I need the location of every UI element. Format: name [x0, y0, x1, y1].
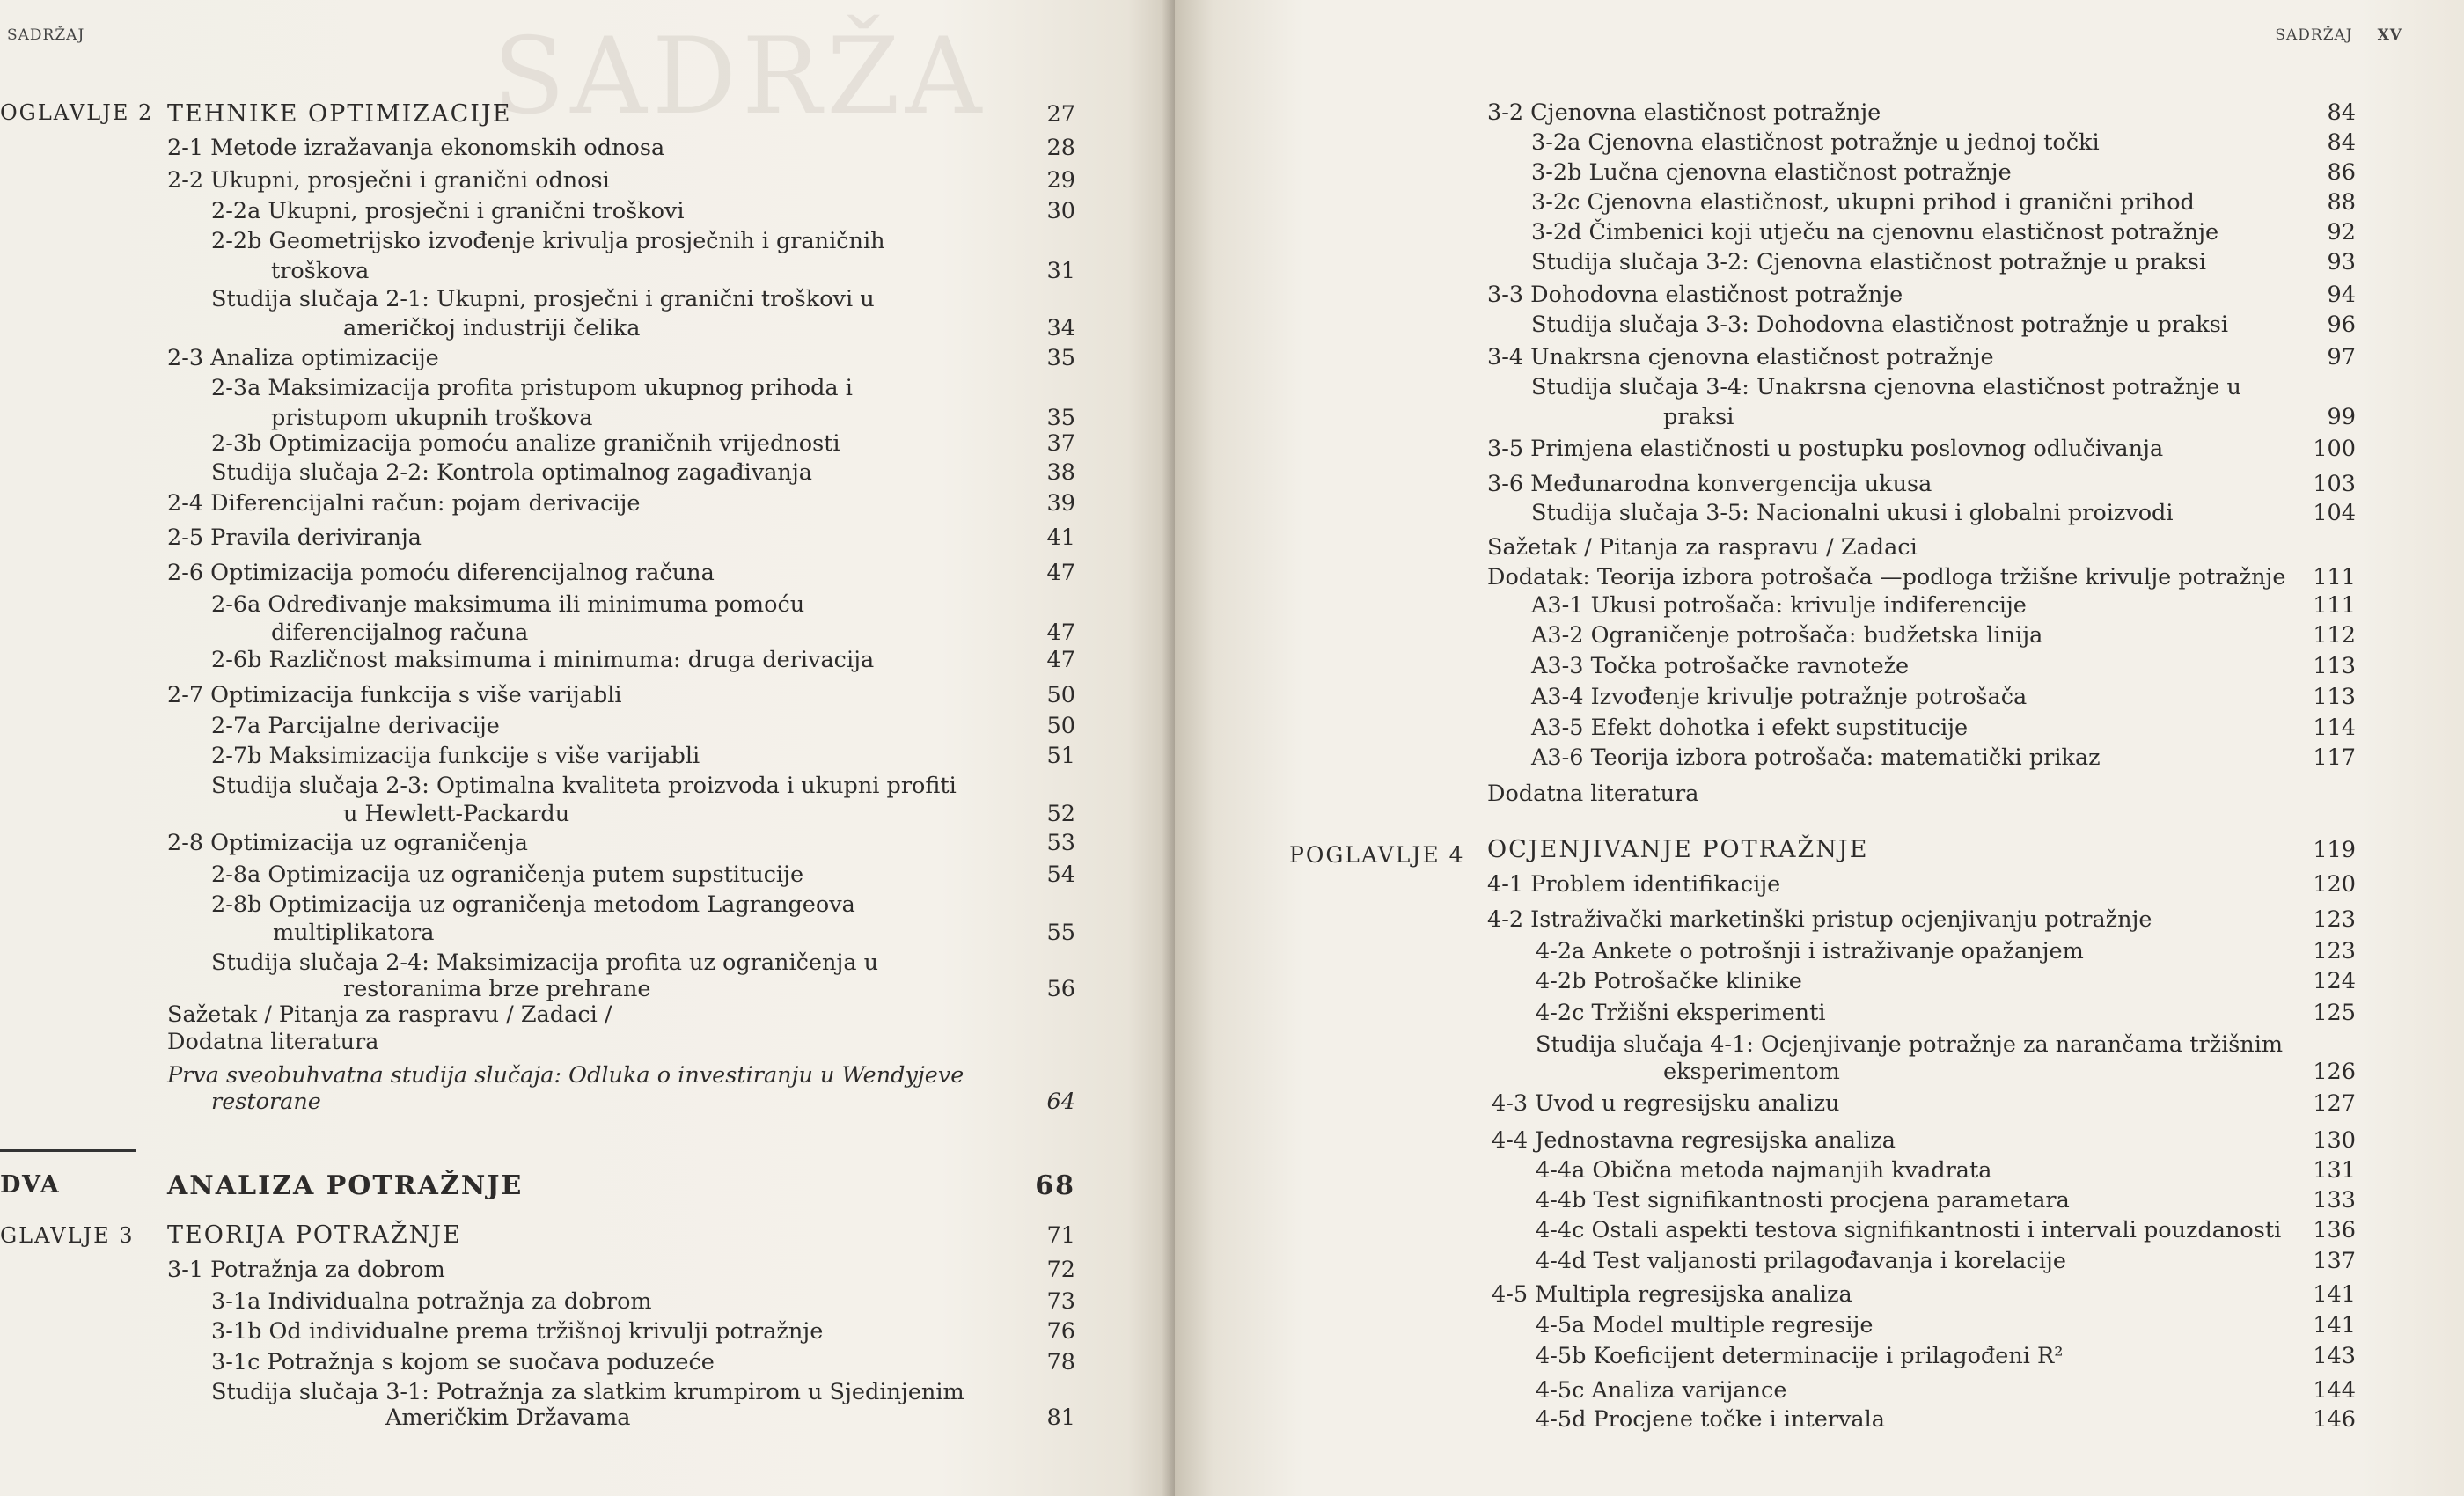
toc-entry-text: 3-5 Primjena elastičnosti u postupku poslovnog odlučivanja	[1487, 436, 2164, 462]
toc-entry-text: 4-4a Obična metoda najmanjih kvadrata	[1536, 1157, 1992, 1184]
toc-entry-page: 68	[1035, 1170, 1075, 1201]
left-page	[0, 0, 1175, 1496]
toc-entry-page: 130	[2313, 1127, 2356, 1154]
toc-entry-text: 2-6a Određivanje maksimuma ili minimuma pomoću	[211, 591, 805, 618]
toc-entry-text: 2-2b Geometrijsko izvođenje krivulja prosječnih i graničnih	[211, 228, 885, 254]
toc-entry-page: 71	[1046, 1222, 1075, 1249]
toc-entry-text: 2-3a Maksimizacija profita pristupom ukupnog prihoda i	[211, 375, 853, 401]
toc-entry-text: Studija slučaja 2-2: Kontrola optimalnog zagađivanja	[211, 459, 812, 486]
toc-entry-page: 117	[2313, 744, 2356, 771]
toc-entry-text: A3-1 Ukusi potrošača: krivulje indiferencije	[1531, 592, 2027, 619]
toc-entry-page: 93	[2327, 249, 2356, 275]
toc-entry-page: 111	[2313, 564, 2356, 590]
toc-entry-text: 3-2d Čimbenici koji utječu na cjenovnu elastičnost potražnje	[1531, 219, 2219, 246]
toc-entry-text: multiplikatora	[273, 920, 435, 946]
toc-entry-text: 4-5 Multipla regresijska analiza	[1492, 1281, 1852, 1308]
toc-entry-text: Studija slučaja 4-1: Ocjenjivanje potražnje za narančama tržišnim	[1536, 1031, 2284, 1058]
toc-entry-text: A3-6 Teorija izbora potrošača: matematički prikaz	[1531, 744, 2101, 771]
toc-entry-text: Studija slučaja 3-1: Potražnja za slatkim krumpirom u Sjedinjenim	[211, 1379, 964, 1405]
toc-entry-text: 3-4 Unakrsna cjenovna elastičnost potražnje	[1487, 344, 1994, 370]
toc-entry-page: 72	[1046, 1257, 1075, 1283]
toc-entry-text: restoranima brze prehrane	[343, 976, 651, 1002]
toc-entry-text: 4-4c Ostali aspekti testova signifikantnosti i intervali pouzdanosti	[1536, 1217, 2282, 1243]
toc-entry-page: 54	[1046, 862, 1075, 888]
toc-entry-text: 4-2b Potrošačke klinike	[1536, 968, 1802, 994]
toc-entry-page: 141	[2313, 1312, 2356, 1338]
right-page	[1175, 0, 2464, 1496]
chapter-3-label: GLAVLJE 3	[0, 1223, 135, 1248]
toc-entry-text: Studija slučaja 2-1: Ukupni, prosječni i granični troškovi u	[211, 286, 875, 312]
toc-entry-page: 35	[1046, 345, 1075, 371]
toc-entry-page: 78	[1046, 1349, 1075, 1375]
toc-entry-text: 2-5 Pravila deriviranja	[167, 524, 422, 551]
toc-entry-page: 137	[2313, 1248, 2356, 1274]
toc-entry-page: 114	[2313, 715, 2356, 741]
toc-entry-text: 3-1c Potražnja s kojom se suočava poduzeće	[211, 1349, 715, 1375]
toc-entry-text: 2-2 Ukupni, prosječni i granični odnosi	[167, 167, 610, 194]
toc-entry-text: TEORIJA POTRAŽNJE	[167, 1221, 462, 1249]
toc-entry-text: praksi	[1663, 404, 1734, 430]
toc-entry-text: 4-5d Procjene točke i intervala	[1536, 1406, 1885, 1433]
roman-page-number: XV	[2377, 26, 2402, 44]
toc-entry-text: 4-4b Test signifikantnosti procjena parametara	[1536, 1187, 2070, 1214]
toc-entry-text: ANALIZA POTRAŽNJE	[167, 1170, 524, 1201]
left-running-head: SADRŽAJ	[7, 26, 85, 44]
toc-entry-page: 38	[1046, 459, 1075, 486]
toc-entry-page: 84	[2327, 129, 2356, 156]
toc-entry-text: 3-1 Potražnja za dobrom	[167, 1257, 445, 1283]
toc-entry-text: američkoj industriji čelika	[343, 315, 641, 341]
toc-entry-page: 52	[1046, 801, 1075, 827]
toc-entry-text: 4-4 Jednostavna regresijska analiza	[1492, 1127, 1896, 1154]
toc-entry-text: 2-2a Ukupni, prosječni i granični troškovi	[211, 198, 685, 224]
toc-entry-text: 4-1 Problem identifikacije	[1487, 871, 1781, 898]
toc-entry-text: 2-8 Optimizacija uz ograničenja	[167, 830, 528, 856]
toc-entry-page: 136	[2313, 1217, 2356, 1243]
left-ghost-title: SADRŽA	[493, 16, 987, 138]
toc-entry-text: Studija slučaja 3-3: Dohodovna elastičnost potražnje u praksi	[1531, 312, 2228, 338]
toc-entry-text: 4-5a Model multiple regresije	[1536, 1312, 1874, 1338]
toc-entry-text: Sažetak / Pitanja za raspravu / Zadaci /	[167, 1001, 612, 1028]
toc-entry-page: 56	[1046, 976, 1075, 1002]
toc-entry-text: OCJENJIVANJE POTRAŽNJE	[1487, 836, 1869, 863]
toc-entry-text: 4-2c Tržišni eksperimenti	[1536, 1000, 1826, 1026]
toc-entry-page: 27	[1046, 101, 1075, 128]
toc-entry-page: 119	[2313, 837, 2356, 863]
part-rule	[0, 1149, 136, 1152]
toc-entry-page: 81	[1046, 1404, 1075, 1431]
toc-entry-page: 55	[1046, 920, 1075, 946]
toc-entry-page: 88	[2327, 189, 2356, 216]
chapter-4-label: POGLAVLJE 4	[1289, 842, 1465, 868]
toc-entry-text: 4-5c Analiza varijance	[1536, 1377, 1787, 1404]
toc-entry-page: 131	[2313, 1157, 2356, 1184]
chapter-2-label: OGLAVLJE 2	[0, 100, 154, 125]
toc-entry-text: 2-1 Metode izražavanja ekonomskih odnosa	[167, 135, 665, 161]
toc-entry-text: u Hewlett-Packardu	[343, 801, 570, 827]
toc-entry-page: 133	[2313, 1187, 2356, 1214]
right-running-head	[2275, 26, 2402, 44]
toc-entry-text: Dodatna literatura	[1487, 781, 1699, 807]
toc-entry-page: 51	[1046, 743, 1075, 769]
toc-entry-page: 112	[2313, 622, 2356, 649]
toc-entry-text: diferencijalnog računa	[271, 620, 529, 646]
toc-entry-text: 4-4d Test valjanosti prilagođavanja i korelacije	[1536, 1248, 2066, 1274]
toc-entry-page: 47	[1046, 560, 1075, 586]
toc-entry-page: 125	[2313, 1000, 2356, 1026]
toc-entry-page: 97	[2327, 344, 2356, 370]
toc-entry-text: 2-7a Parcijalne derivacije	[211, 713, 500, 739]
toc-entry-text: 3-1a Individualna potražnja za dobrom	[211, 1288, 652, 1315]
toc-entry-page: 123	[2313, 938, 2356, 964]
toc-entry-text: Američkim Državama	[385, 1404, 631, 1431]
toc-entry-page: 99	[2327, 404, 2356, 430]
toc-entry-page: 64	[1046, 1089, 1075, 1115]
toc-entry-text: 3-2 Cjenovna elastičnost potražnje	[1487, 99, 1881, 126]
toc-entry-page: 103	[2313, 471, 2356, 497]
toc-entry-page: 111	[2313, 592, 2356, 619]
toc-entry-text: 4-2 Istraživački marketinški pristup ocjenjivanju potražnje	[1487, 906, 2152, 933]
toc-entry-page: 28	[1046, 135, 1075, 161]
toc-entry-text: 3-2c Cjenovna elastičnost, ukupni prihod i granični prihod	[1531, 189, 2195, 216]
toc-entry-page: 94	[2327, 282, 2356, 308]
toc-entry-text: 2-4 Diferencijalni račun: pojam derivacije	[167, 490, 641, 517]
toc-entry-text: 2-7 Optimizacija funkcija s više varijabli	[167, 682, 622, 708]
toc-entry-text: Studija slučaja 3-4: Unakrsna cjenovna elastičnost potražnje u	[1531, 374, 2241, 400]
toc-entry-text: pristupom ukupnih troškova	[271, 405, 593, 431]
toc-entry-text: 3-2a Cjenovna elastičnost potražnje u jednoj točki	[1531, 129, 2100, 156]
toc-entry-text: Studija slučaja 2-4: Maksimizacija profita uz ograničenja u	[211, 950, 879, 976]
toc-entry-text: Sažetak / Pitanja za raspravu / Zadaci	[1487, 534, 1918, 561]
toc-entry-page: 146	[2313, 1406, 2356, 1433]
toc-entry-text: A3-3 Točka potrošačke ravnoteže	[1531, 653, 1910, 679]
toc-entry-page: 113	[2313, 684, 2356, 710]
toc-entry-page: 29	[1046, 167, 1075, 194]
toc-entry-text: 2-3b Optimizacija pomoću analize graničnih vrijednosti	[211, 430, 840, 457]
toc-entry-page: 120	[2313, 871, 2356, 898]
toc-entry-page: 50	[1046, 713, 1075, 739]
toc-entry-page: 100	[2313, 436, 2356, 462]
toc-entry-page: 124	[2313, 968, 2356, 994]
toc-entry-text: 4-2a Ankete o potrošnji i istraživanje opažanjem	[1536, 938, 2084, 964]
toc-entry-page: 113	[2313, 653, 2356, 679]
toc-entry-text: troškova	[271, 258, 370, 284]
toc-entry-page: 96	[2327, 312, 2356, 338]
toc-entry-text: Studija slučaja 3-5: Nacionalni ukusi i globalni proizvodi	[1531, 500, 2174, 526]
toc-entry-page: 35	[1046, 405, 1075, 431]
toc-entry-text: Dodatak: Teorija izbora potrošača —podloga tržišne krivulje potražnje	[1487, 564, 2286, 590]
toc-entry-page: 126	[2313, 1059, 2356, 1085]
toc-entry-text: 3-1b Od individualne prema tržišnoj krivulji potražnje	[211, 1318, 824, 1345]
toc-entry-page: 123	[2313, 906, 2356, 933]
toc-entry-text: Studija slučaja 2-3: Optimalna kvaliteta proizvoda i ukupni profiti	[211, 773, 957, 799]
toc-entry-text: eksperimentom	[1663, 1059, 1840, 1085]
toc-entry-page: 37	[1046, 430, 1075, 457]
toc-entry-page: 73	[1046, 1288, 1075, 1315]
toc-entry-text: 3-2b Lučna cjenovna elastičnost potražnje	[1531, 159, 2012, 186]
toc-entry-page: 86	[2327, 159, 2356, 186]
toc-entry-page: 144	[2313, 1377, 2356, 1404]
toc-entry-text: Studija slučaja 3-2: Cjenovna elastičnost potražnje u praksi	[1531, 249, 2207, 275]
toc-entry-page: 39	[1046, 490, 1075, 517]
toc-entry-text: restorane	[211, 1089, 321, 1115]
toc-entry-text: 4-5b Koeficijent determinacije i prilagođeni R²	[1536, 1343, 2064, 1369]
toc-entry-text: 2-8b Optimizacija uz ograničenja metodom Lagrangeova	[211, 891, 855, 918]
toc-entry-page: 50	[1046, 682, 1075, 708]
toc-entry-page: 41	[1046, 524, 1075, 551]
toc-entry-text: A3-2 Ograničenje potrošača: budžetska linija	[1531, 622, 2043, 649]
toc-entry-page: 143	[2313, 1343, 2356, 1369]
toc-entry-page: 30	[1046, 198, 1075, 224]
toc-entry-text: 2-7b Maksimizacija funkcije s više varijabli	[211, 743, 700, 769]
toc-entry-page: 47	[1046, 647, 1075, 673]
toc-entry-text: TEHNIKE OPTIMIZACIJE	[167, 100, 512, 128]
toc-entry-page: 47	[1046, 620, 1075, 646]
toc-entry-text: 2-6b Različnost maksimuma i minimuma: druga derivacija	[211, 647, 875, 673]
toc-entry-page: 76	[1046, 1318, 1075, 1345]
toc-entry-page: 141	[2313, 1281, 2356, 1308]
toc-entry-page: 84	[2327, 99, 2356, 126]
toc-entry-text: 4-3 Uvod u regresijsku analizu	[1492, 1090, 1840, 1117]
toc-entry-text: 3-3 Dohodovna elastičnost potražnje	[1487, 282, 1903, 308]
toc-entry-text: Dodatna literatura	[167, 1029, 379, 1055]
toc-entry-text: 2-3 Analiza optimizacije	[167, 345, 439, 371]
part-two-label: DVA	[0, 1171, 61, 1199]
toc-entry-text: 3-6 Međunarodna konvergencija ukusa	[1487, 471, 1932, 497]
toc-entry-text: 2-8a Optimizacija uz ograničenja putem supstitucije	[211, 862, 804, 888]
toc-entry-text: 2-6 Optimizacija pomoću diferencijalnog računa	[167, 560, 715, 586]
toc-entry-page: 104	[2313, 500, 2356, 526]
right-running-head-title: SADRŽAJ	[2275, 26, 2353, 44]
toc-entry-page: 127	[2313, 1090, 2356, 1117]
toc-entry-text: Prva sveobuhvatna studija slučaja: Odluka o investiranju u Wendyjeve	[167, 1062, 964, 1089]
toc-entry-text: A3-5 Efekt dohotka i efekt supstitucije	[1531, 715, 1969, 741]
toc-entry-text: A3-4 Izvođenje krivulje potražnje potrošača	[1531, 684, 2028, 710]
toc-entry-page: 92	[2327, 219, 2356, 246]
toc-entry-page: 53	[1046, 830, 1075, 856]
toc-entry-page: 34	[1046, 315, 1075, 341]
toc-entry-page: 31	[1046, 258, 1075, 284]
